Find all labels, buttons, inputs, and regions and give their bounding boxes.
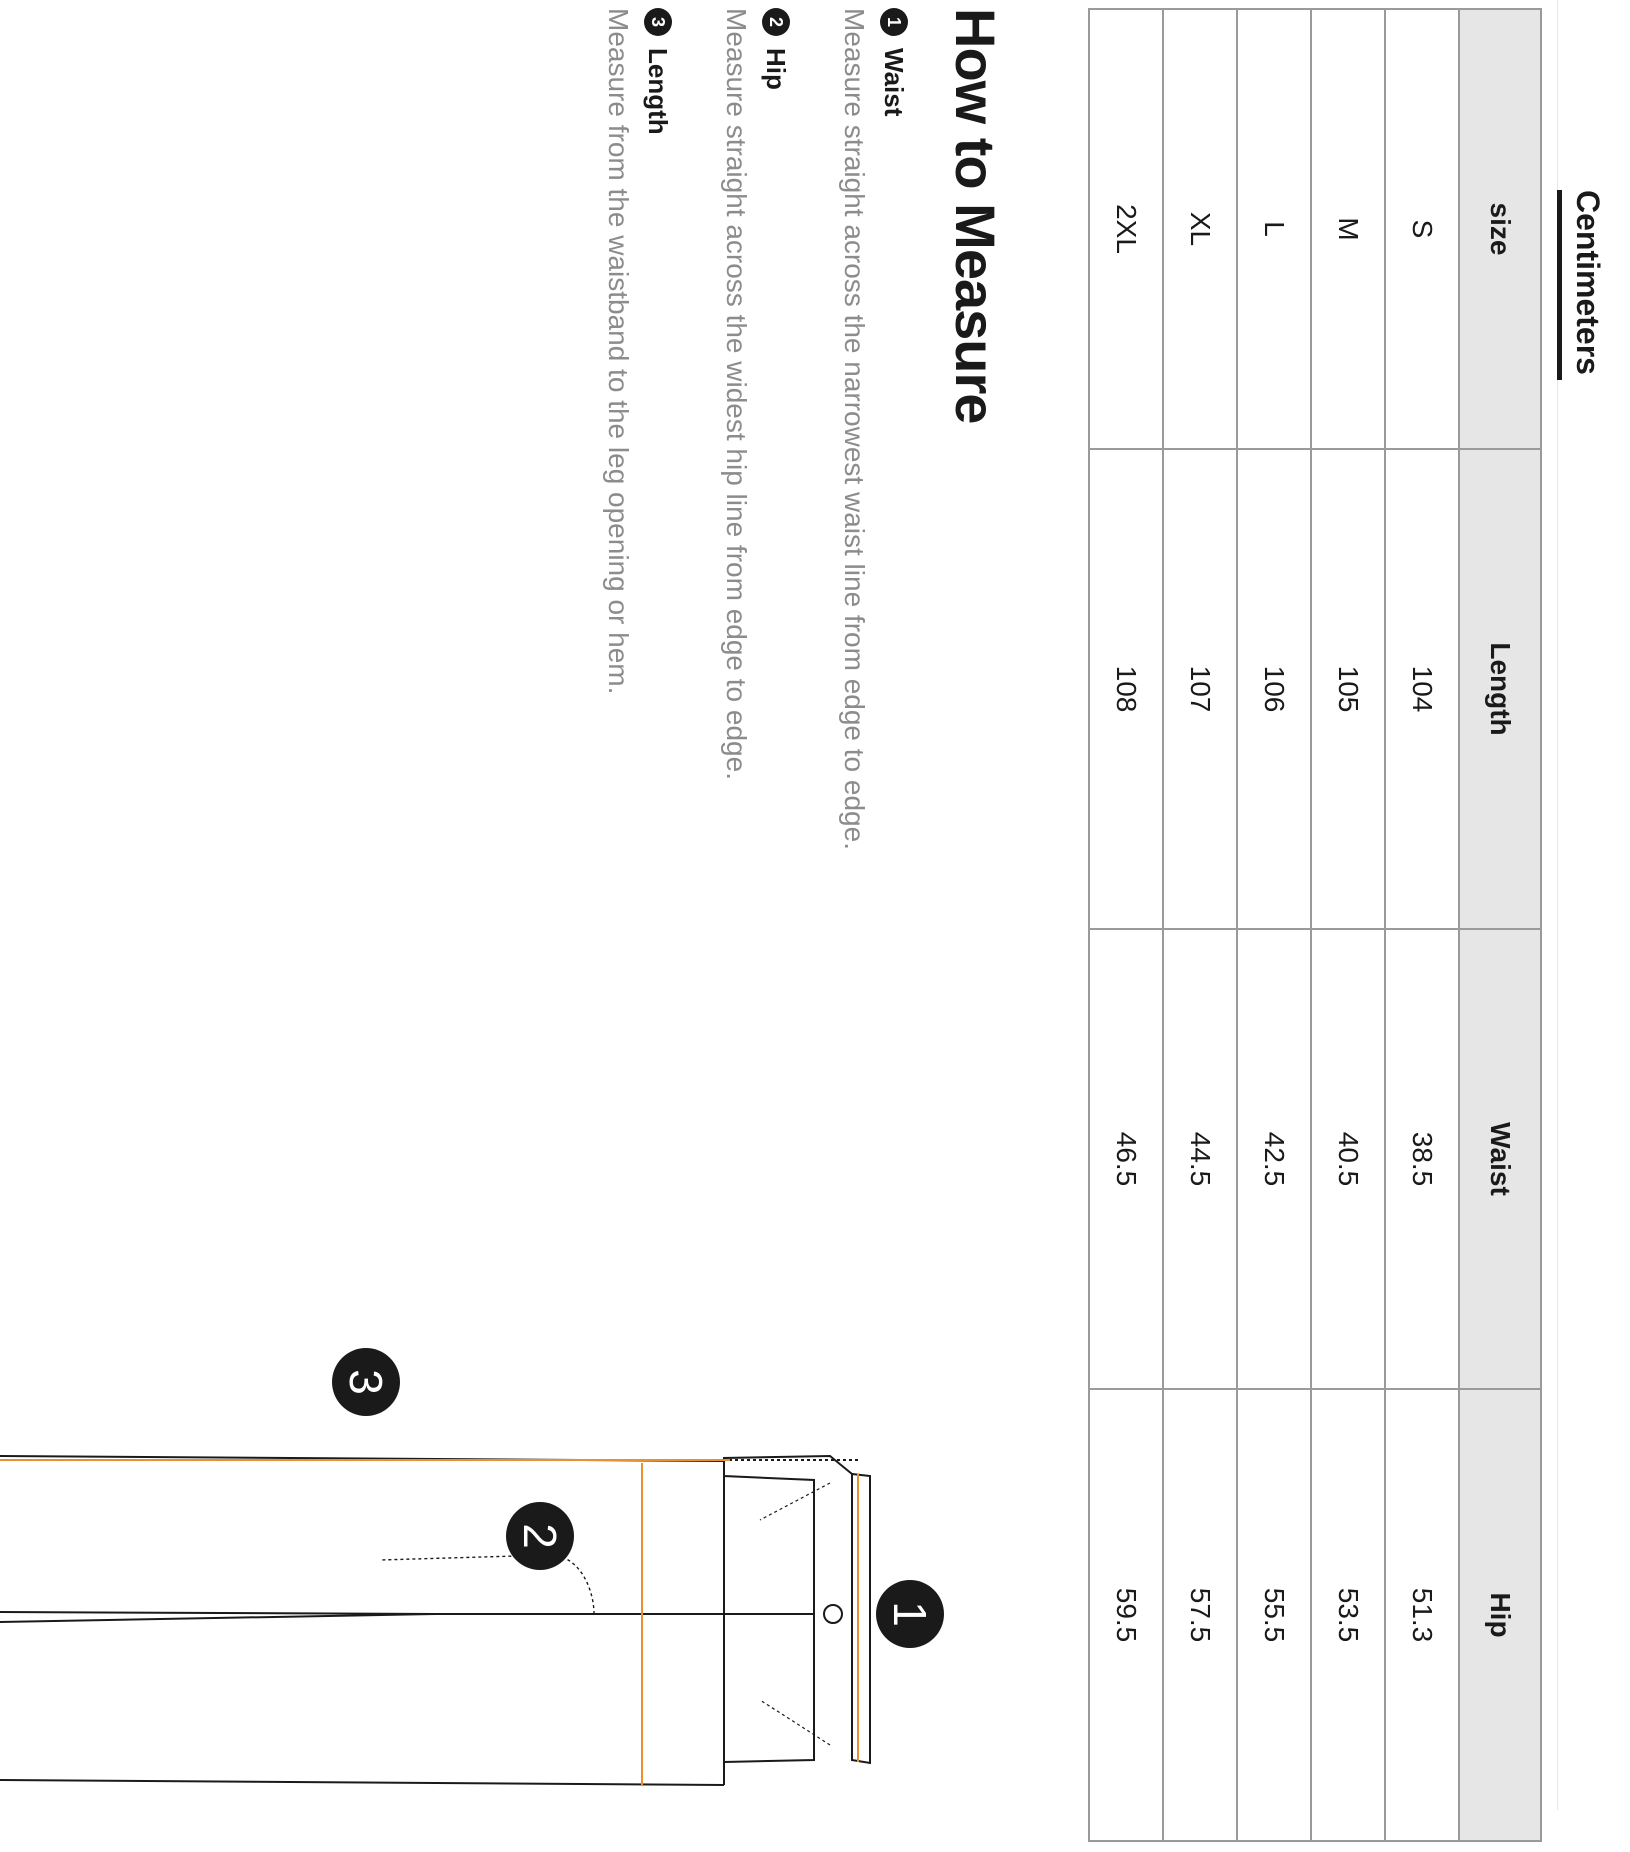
- number-badge-2: 2: [762, 8, 790, 36]
- cell-size: S: [1385, 9, 1459, 449]
- cell-size: XL: [1163, 9, 1237, 449]
- cell-size: M: [1311, 9, 1385, 449]
- cell-hip: 57.5: [1163, 1389, 1237, 1841]
- cell-length: 104: [1385, 449, 1459, 929]
- header-hip: Hip: [1459, 1389, 1541, 1841]
- measure-description: Measure straight across the narrowest waist line from edge to edge.: [839, 8, 870, 850]
- measure-description: Measure straight across the widest hip line from edge to edge.: [721, 8, 752, 780]
- cell-waist: 38.5: [1385, 929, 1459, 1389]
- cell-hip: 59.5: [1089, 1389, 1163, 1841]
- cell-waist: 40.5: [1311, 929, 1385, 1389]
- cell-length: 107: [1163, 449, 1237, 929]
- tab-centimeters[interactable]: Centimeters: [1570, 190, 1606, 375]
- cell-hip: 55.5: [1237, 1389, 1311, 1841]
- measure-name: Length: [643, 48, 674, 135]
- cell-waist: 44.5: [1163, 929, 1237, 1389]
- header-waist: Waist: [1459, 929, 1541, 1389]
- button-icon: [824, 1605, 842, 1623]
- cell-length: 105: [1311, 449, 1385, 929]
- cell-size: 2XL: [1089, 9, 1163, 449]
- cell-hip: 51.3: [1385, 1389, 1459, 1841]
- how-to-measure-title: How to Measure: [944, 8, 1007, 424]
- number-badge-1: 1: [880, 8, 908, 36]
- number-badge-3: 3: [644, 8, 672, 36]
- marker-3-label: 3: [340, 1369, 392, 1395]
- pants-outline: [0, 1456, 870, 1785]
- cell-hip: 53.5: [1311, 1389, 1385, 1841]
- cell-size: L: [1237, 9, 1311, 449]
- marker-1-label: 1: [884, 1601, 936, 1627]
- measure-description: Measure from the waistband to the leg opening or hem.: [603, 8, 634, 695]
- cell-waist: 42.5: [1237, 929, 1311, 1389]
- header-size: size: [1459, 9, 1541, 449]
- header-length: Length: [1459, 449, 1541, 929]
- cell-length: 108: [1089, 449, 1163, 929]
- cell-length: 106: [1237, 449, 1311, 929]
- measure-name: Waist: [879, 48, 910, 117]
- marker-2-label: 2: [514, 1523, 566, 1549]
- cell-waist: 46.5: [1089, 929, 1163, 1389]
- measure-name: Hip: [761, 48, 792, 90]
- measure-lines: [0, 1460, 858, 1785]
